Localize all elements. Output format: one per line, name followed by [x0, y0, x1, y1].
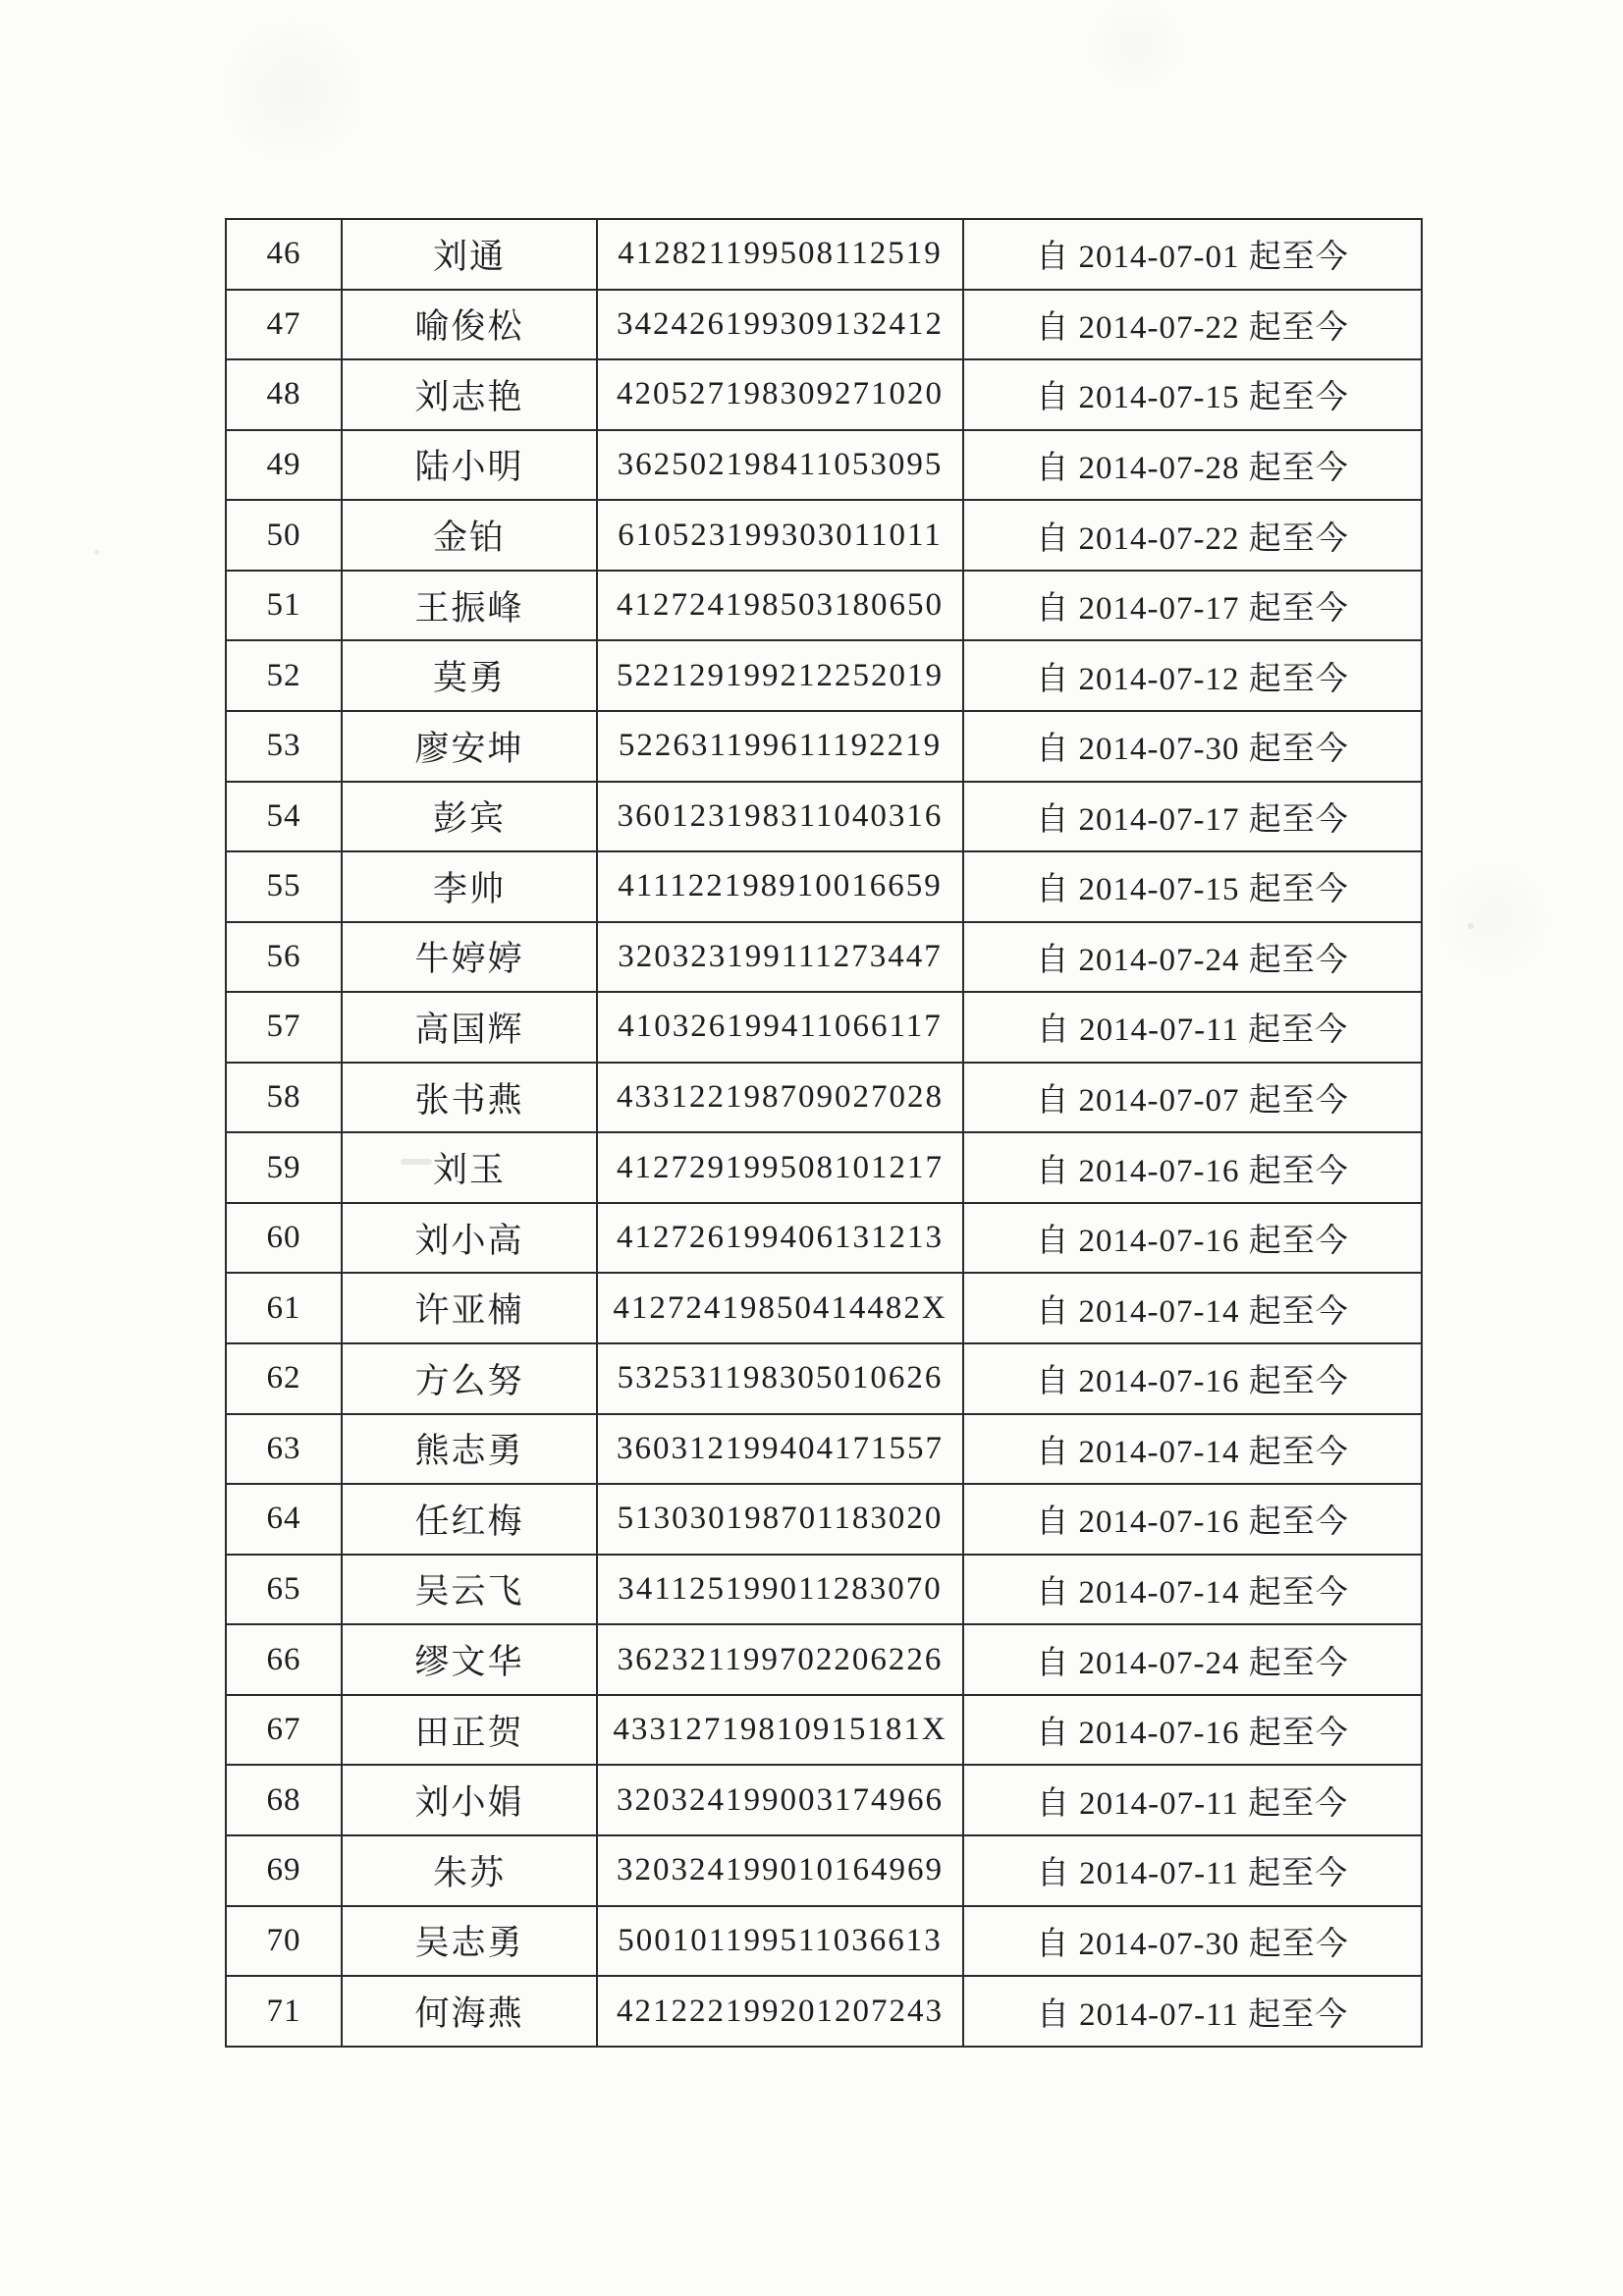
row-employment-period: 自 2014-07-30 起至今 — [963, 1906, 1422, 1977]
row-id-number: 320324199010164969 — [597, 1835, 963, 1906]
table-row — [226, 1203, 1422, 1274]
table-row — [226, 219, 1422, 290]
row-person-name: 王振峰 — [342, 571, 597, 641]
row-person-name: 吴云飞 — [342, 1555, 597, 1625]
row-id-number: 412724198503180650 — [597, 571, 963, 641]
row-person-name: 何海燕 — [342, 1976, 597, 2047]
table-row — [226, 1765, 1422, 1835]
scan-artifact — [94, 550, 99, 555]
row-sequence-number: 62 — [226, 1343, 342, 1414]
row-sequence-number: 67 — [226, 1695, 342, 1766]
row-id-number: 412726199406131213 — [597, 1203, 963, 1274]
row-id-number: 342426199309132412 — [597, 290, 963, 360]
row-id-number: 412821199508112519 — [597, 219, 963, 290]
table-row — [226, 1695, 1422, 1766]
row-person-name: 廖安坤 — [342, 711, 597, 782]
row-employment-period: 自 2014-07-28 起至今 — [963, 430, 1422, 501]
table-row — [226, 851, 1422, 922]
row-employment-period: 自 2014-07-17 起至今 — [963, 571, 1422, 641]
row-employment-period: 自 2014-07-16 起至今 — [963, 1343, 1422, 1414]
row-employment-period: 自 2014-07-16 起至今 — [963, 1203, 1422, 1274]
row-employment-period: 自 2014-07-07 起至今 — [963, 1063, 1422, 1133]
row-employment-period: 自 2014-07-22 起至今 — [963, 290, 1422, 360]
row-person-name: 刘小娟 — [342, 1765, 597, 1835]
row-employment-period: 自 2014-07-16 起至今 — [963, 1695, 1422, 1766]
row-person-name: 李帅 — [342, 851, 597, 922]
row-sequence-number: 65 — [226, 1555, 342, 1625]
table-row — [226, 922, 1422, 993]
row-sequence-number: 54 — [226, 782, 342, 852]
row-sequence-number: 52 — [226, 640, 342, 711]
table-row — [226, 500, 1422, 571]
row-person-name: 任红梅 — [342, 1484, 597, 1555]
row-employment-period: 自 2014-07-17 起至今 — [963, 782, 1422, 852]
row-person-name: 张书燕 — [342, 1063, 597, 1133]
row-id-number: 360123198311040316 — [597, 782, 963, 852]
row-id-number: 532531198305010626 — [597, 1343, 963, 1414]
row-person-name: 刘小高 — [342, 1203, 597, 1274]
row-id-number: 433122198709027028 — [597, 1063, 963, 1133]
row-sequence-number: 64 — [226, 1484, 342, 1555]
row-employment-period: 自 2014-07-24 起至今 — [963, 922, 1422, 993]
row-id-number: 610523199303011011 — [597, 500, 963, 571]
row-person-name: 莫勇 — [342, 640, 597, 711]
row-id-number: 522129199212252019 — [597, 640, 963, 711]
row-sequence-number: 51 — [226, 571, 342, 641]
table-row — [226, 640, 1422, 711]
personnel-roster-table — [225, 218, 1423, 2048]
row-id-number: 341125199011283070 — [597, 1555, 963, 1625]
table-row — [226, 571, 1422, 641]
table-row — [226, 992, 1422, 1063]
row-sequence-number: 66 — [226, 1624, 342, 1695]
row-person-name: 朱苏 — [342, 1835, 597, 1906]
row-id-number: 522631199611192219 — [597, 711, 963, 782]
row-employment-period: 自 2014-07-14 起至今 — [963, 1273, 1422, 1343]
row-employment-period: 自 2014-07-11 起至今 — [963, 1765, 1422, 1835]
row-id-number: 362321199702206226 — [597, 1624, 963, 1695]
row-person-name: 缪文华 — [342, 1624, 597, 1695]
row-id-number: 410326199411066117 — [597, 992, 963, 1063]
row-employment-period: 自 2014-07-30 起至今 — [963, 711, 1422, 782]
scan-artifact — [401, 1159, 432, 1165]
table-row — [226, 1835, 1422, 1906]
row-id-number: 320324199003174966 — [597, 1765, 963, 1835]
table-row — [226, 1555, 1422, 1625]
row-employment-period: 自 2014-07-14 起至今 — [963, 1414, 1422, 1485]
row-sequence-number: 59 — [226, 1132, 342, 1203]
row-employment-period: 自 2014-07-11 起至今 — [963, 1835, 1422, 1906]
table-row — [226, 1624, 1422, 1695]
row-id-number: 420527198309271020 — [597, 359, 963, 430]
row-sequence-number: 68 — [226, 1765, 342, 1835]
table-row — [226, 430, 1422, 501]
row-id-number: 362502198411053095 — [597, 430, 963, 501]
row-id-number: 513030198701183020 — [597, 1484, 963, 1555]
row-sequence-number: 49 — [226, 430, 342, 501]
row-id-number: 41272419850414482X — [597, 1273, 963, 1343]
row-person-name: 刘玉 — [342, 1132, 597, 1203]
row-employment-period: 自 2014-07-11 起至今 — [963, 992, 1422, 1063]
row-id-number: 421222199201207243 — [597, 1976, 963, 2047]
row-employment-period: 自 2014-07-22 起至今 — [963, 500, 1422, 571]
row-person-name: 吴志勇 — [342, 1906, 597, 1977]
row-sequence-number: 71 — [226, 1976, 342, 2047]
row-sequence-number: 53 — [226, 711, 342, 782]
table-row — [226, 1414, 1422, 1485]
row-person-name: 金铂 — [342, 500, 597, 571]
row-id-number: 320323199111273447 — [597, 922, 963, 993]
row-sequence-number: 48 — [226, 359, 342, 430]
table-row — [226, 782, 1422, 852]
table-row — [226, 1063, 1422, 1133]
row-id-number: 500101199511036613 — [597, 1906, 963, 1977]
row-sequence-number: 69 — [226, 1835, 342, 1906]
table-row — [226, 359, 1422, 430]
row-person-name: 刘志艳 — [342, 359, 597, 430]
table-row — [226, 1976, 1422, 2047]
row-employment-period: 自 2014-07-24 起至今 — [963, 1624, 1422, 1695]
row-employment-period: 自 2014-07-14 起至今 — [963, 1555, 1422, 1625]
row-sequence-number: 70 — [226, 1906, 342, 1977]
row-id-number: 43312719810915181X — [597, 1695, 963, 1766]
row-sequence-number: 55 — [226, 851, 342, 922]
row-person-name: 方么努 — [342, 1343, 597, 1414]
row-sequence-number: 57 — [226, 992, 342, 1063]
table-row — [226, 1484, 1422, 1555]
row-employment-period: 自 2014-07-11 起至今 — [963, 1976, 1422, 2047]
row-sequence-number: 61 — [226, 1273, 342, 1343]
row-sequence-number: 50 — [226, 500, 342, 571]
row-person-name: 熊志勇 — [342, 1414, 597, 1485]
row-person-name: 喻俊松 — [342, 290, 597, 360]
table-row — [226, 1343, 1422, 1414]
row-employment-period: 自 2014-07-16 起至今 — [963, 1132, 1422, 1203]
row-sequence-number: 46 — [226, 219, 342, 290]
table-row — [226, 1132, 1422, 1203]
scan-artifact — [1468, 923, 1474, 929]
table-row — [226, 711, 1422, 782]
row-sequence-number: 63 — [226, 1414, 342, 1485]
row-employment-period: 自 2014-07-15 起至今 — [963, 359, 1422, 430]
table-row — [226, 290, 1422, 360]
row-person-name: 陆小明 — [342, 430, 597, 501]
row-sequence-number: 58 — [226, 1063, 342, 1133]
row-person-name: 彭宾 — [342, 782, 597, 852]
roster-table-body — [226, 219, 1422, 2047]
row-id-number: 411122198910016659 — [597, 851, 963, 922]
row-sequence-number: 47 — [226, 290, 342, 360]
table-row — [226, 1273, 1422, 1343]
row-sequence-number: 56 — [226, 922, 342, 993]
row-sequence-number: 60 — [226, 1203, 342, 1274]
row-person-name: 田正贺 — [342, 1695, 597, 1766]
row-person-name: 刘通 — [342, 219, 597, 290]
row-employment-period: 自 2014-07-01 起至今 — [963, 219, 1422, 290]
row-employment-period: 自 2014-07-15 起至今 — [963, 851, 1422, 922]
row-id-number: 412729199508101217 — [597, 1132, 963, 1203]
row-employment-period: 自 2014-07-12 起至今 — [963, 640, 1422, 711]
row-employment-period: 自 2014-07-16 起至今 — [963, 1484, 1422, 1555]
row-person-name: 牛婷婷 — [342, 922, 597, 993]
table-row — [226, 1906, 1422, 1977]
row-id-number: 360312199404171557 — [597, 1414, 963, 1485]
row-person-name: 许亚楠 — [342, 1273, 597, 1343]
row-person-name: 高国辉 — [342, 992, 597, 1063]
